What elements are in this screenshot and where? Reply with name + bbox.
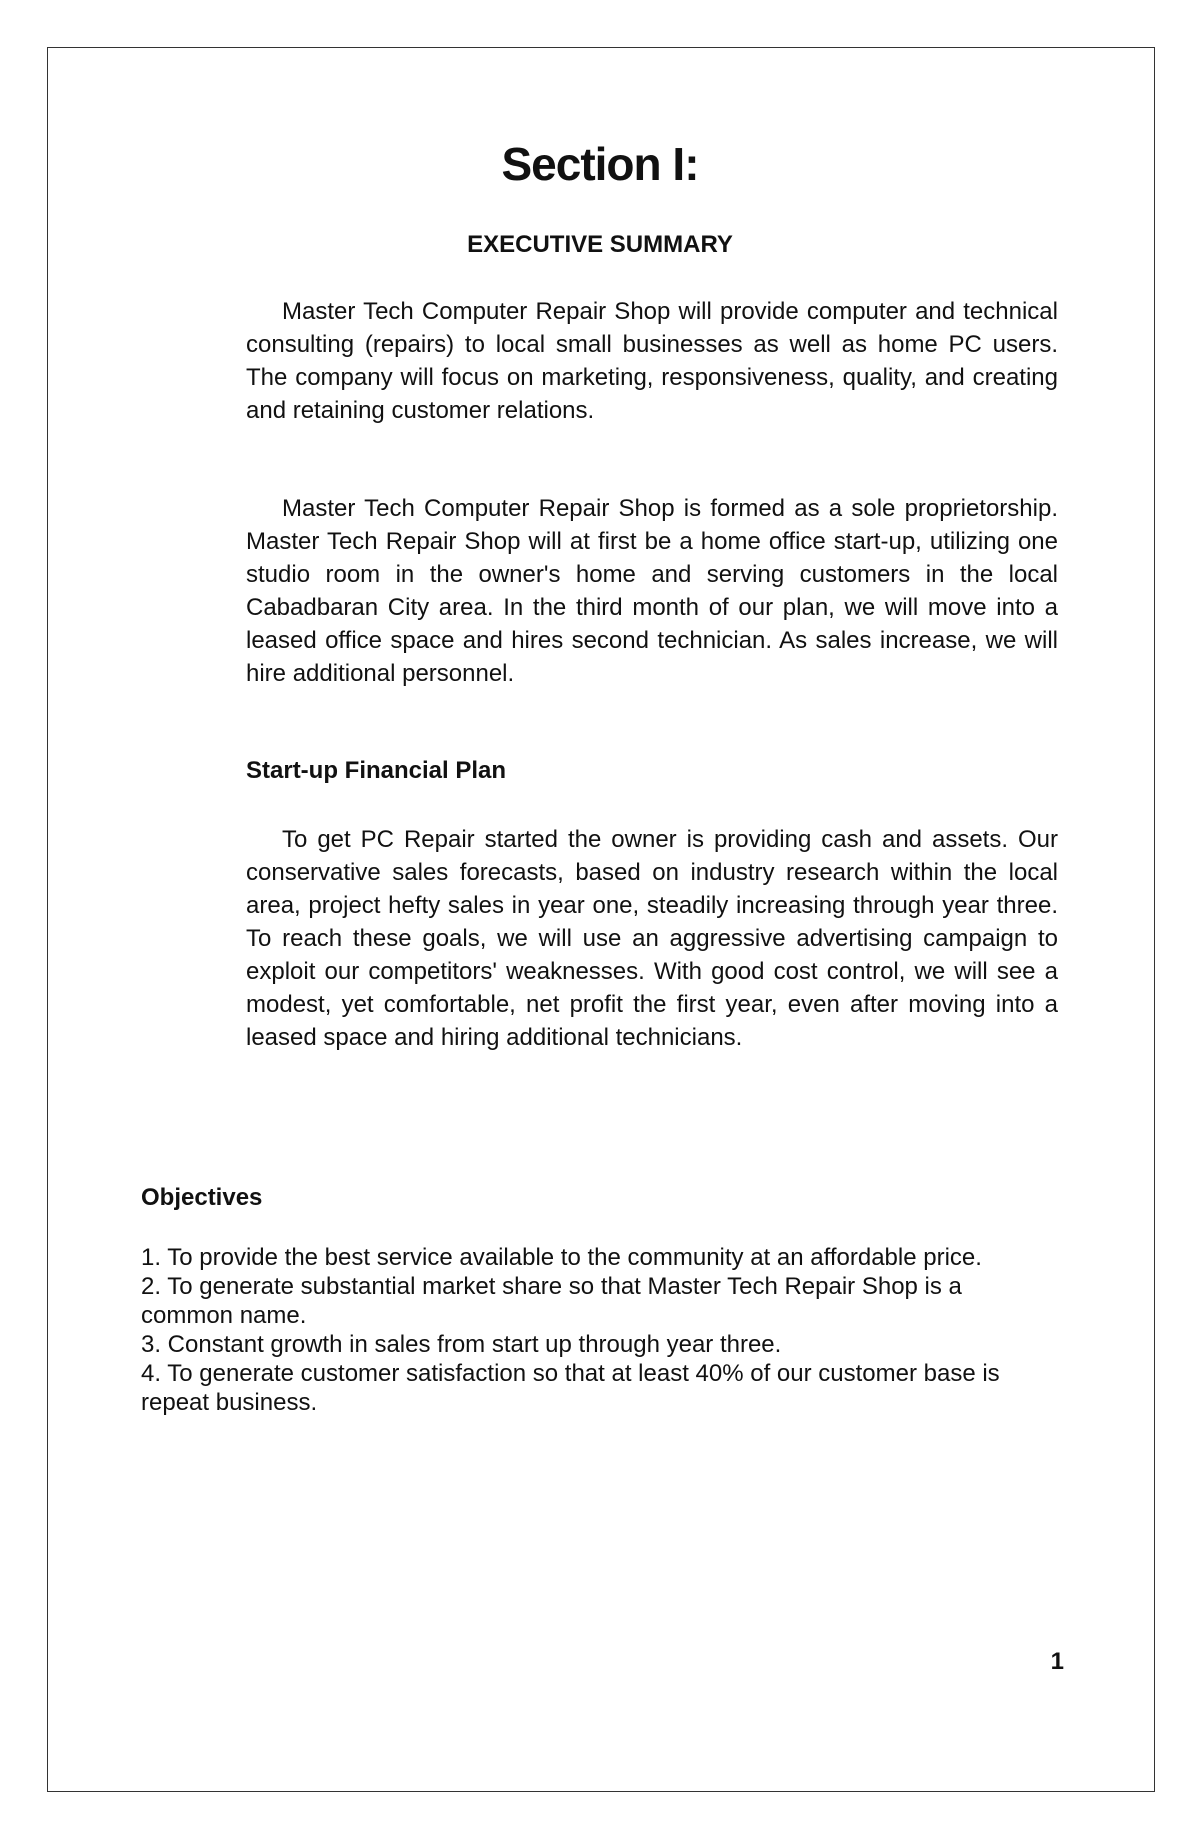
objective-item: 4. To generate customer satisfaction so that at least 40% of our customer base is repeat business. — [141, 1360, 1000, 1416]
objective-item: 3. Constant growth in sales from start up through year three. — [141, 1331, 782, 1358]
objectives-list — [141, 1243, 1041, 1417]
financial-plan-paragraph: To get PC Repair started the owner is providing cash and assets. Our conservative sales forecasts, based on industry research within the local area, project hefty sales in year one, steadily increasing through year three. To reach these goals, we will use an aggressive advertising campaign to exploit our competitors' weaknesses. With good cost control, we will see a modest, yet comfortable, net profit the first year, even after moving into a leased space and hiring additional technicians. — [246, 826, 1058, 1051]
financial-plan-heading: Start-up Financial Plan — [246, 757, 507, 784]
objective-item: 1. To provide the best service available to the community at an affordable price. — [141, 1244, 982, 1271]
summary-paragraph-2: Master Tech Computer Repair Shop is formed as a sole proprietorship. Master Tech Repair Shop will at first be a home office start-up, utilizing one studio room in the owner's home and serving customers in the local Cabadbaran City area. In the third month of our plan, we will move into a leased office space and hires second technician. As sales increase, we will hire additional personnel. — [246, 495, 1058, 687]
section-title: Section I: — [501, 138, 699, 190]
objectives-heading: Objectives — [141, 1184, 263, 1211]
summary-paragraph-1: Master Tech Computer Repair Shop will provide computer and technical consulting (repairs) to local small businesses as well as home PC users. The company will focus on marketing, responsiveness, quality, and creating and retaining customer relations. — [246, 298, 1058, 424]
objective-item: 2. To generate substantial market share so that Master Tech Repair Shop is a common name. — [141, 1273, 962, 1329]
executive-summary-heading: EXECUTIVE SUMMARY — [467, 231, 733, 258]
page-number: 1 — [1050, 1648, 1064, 1675]
